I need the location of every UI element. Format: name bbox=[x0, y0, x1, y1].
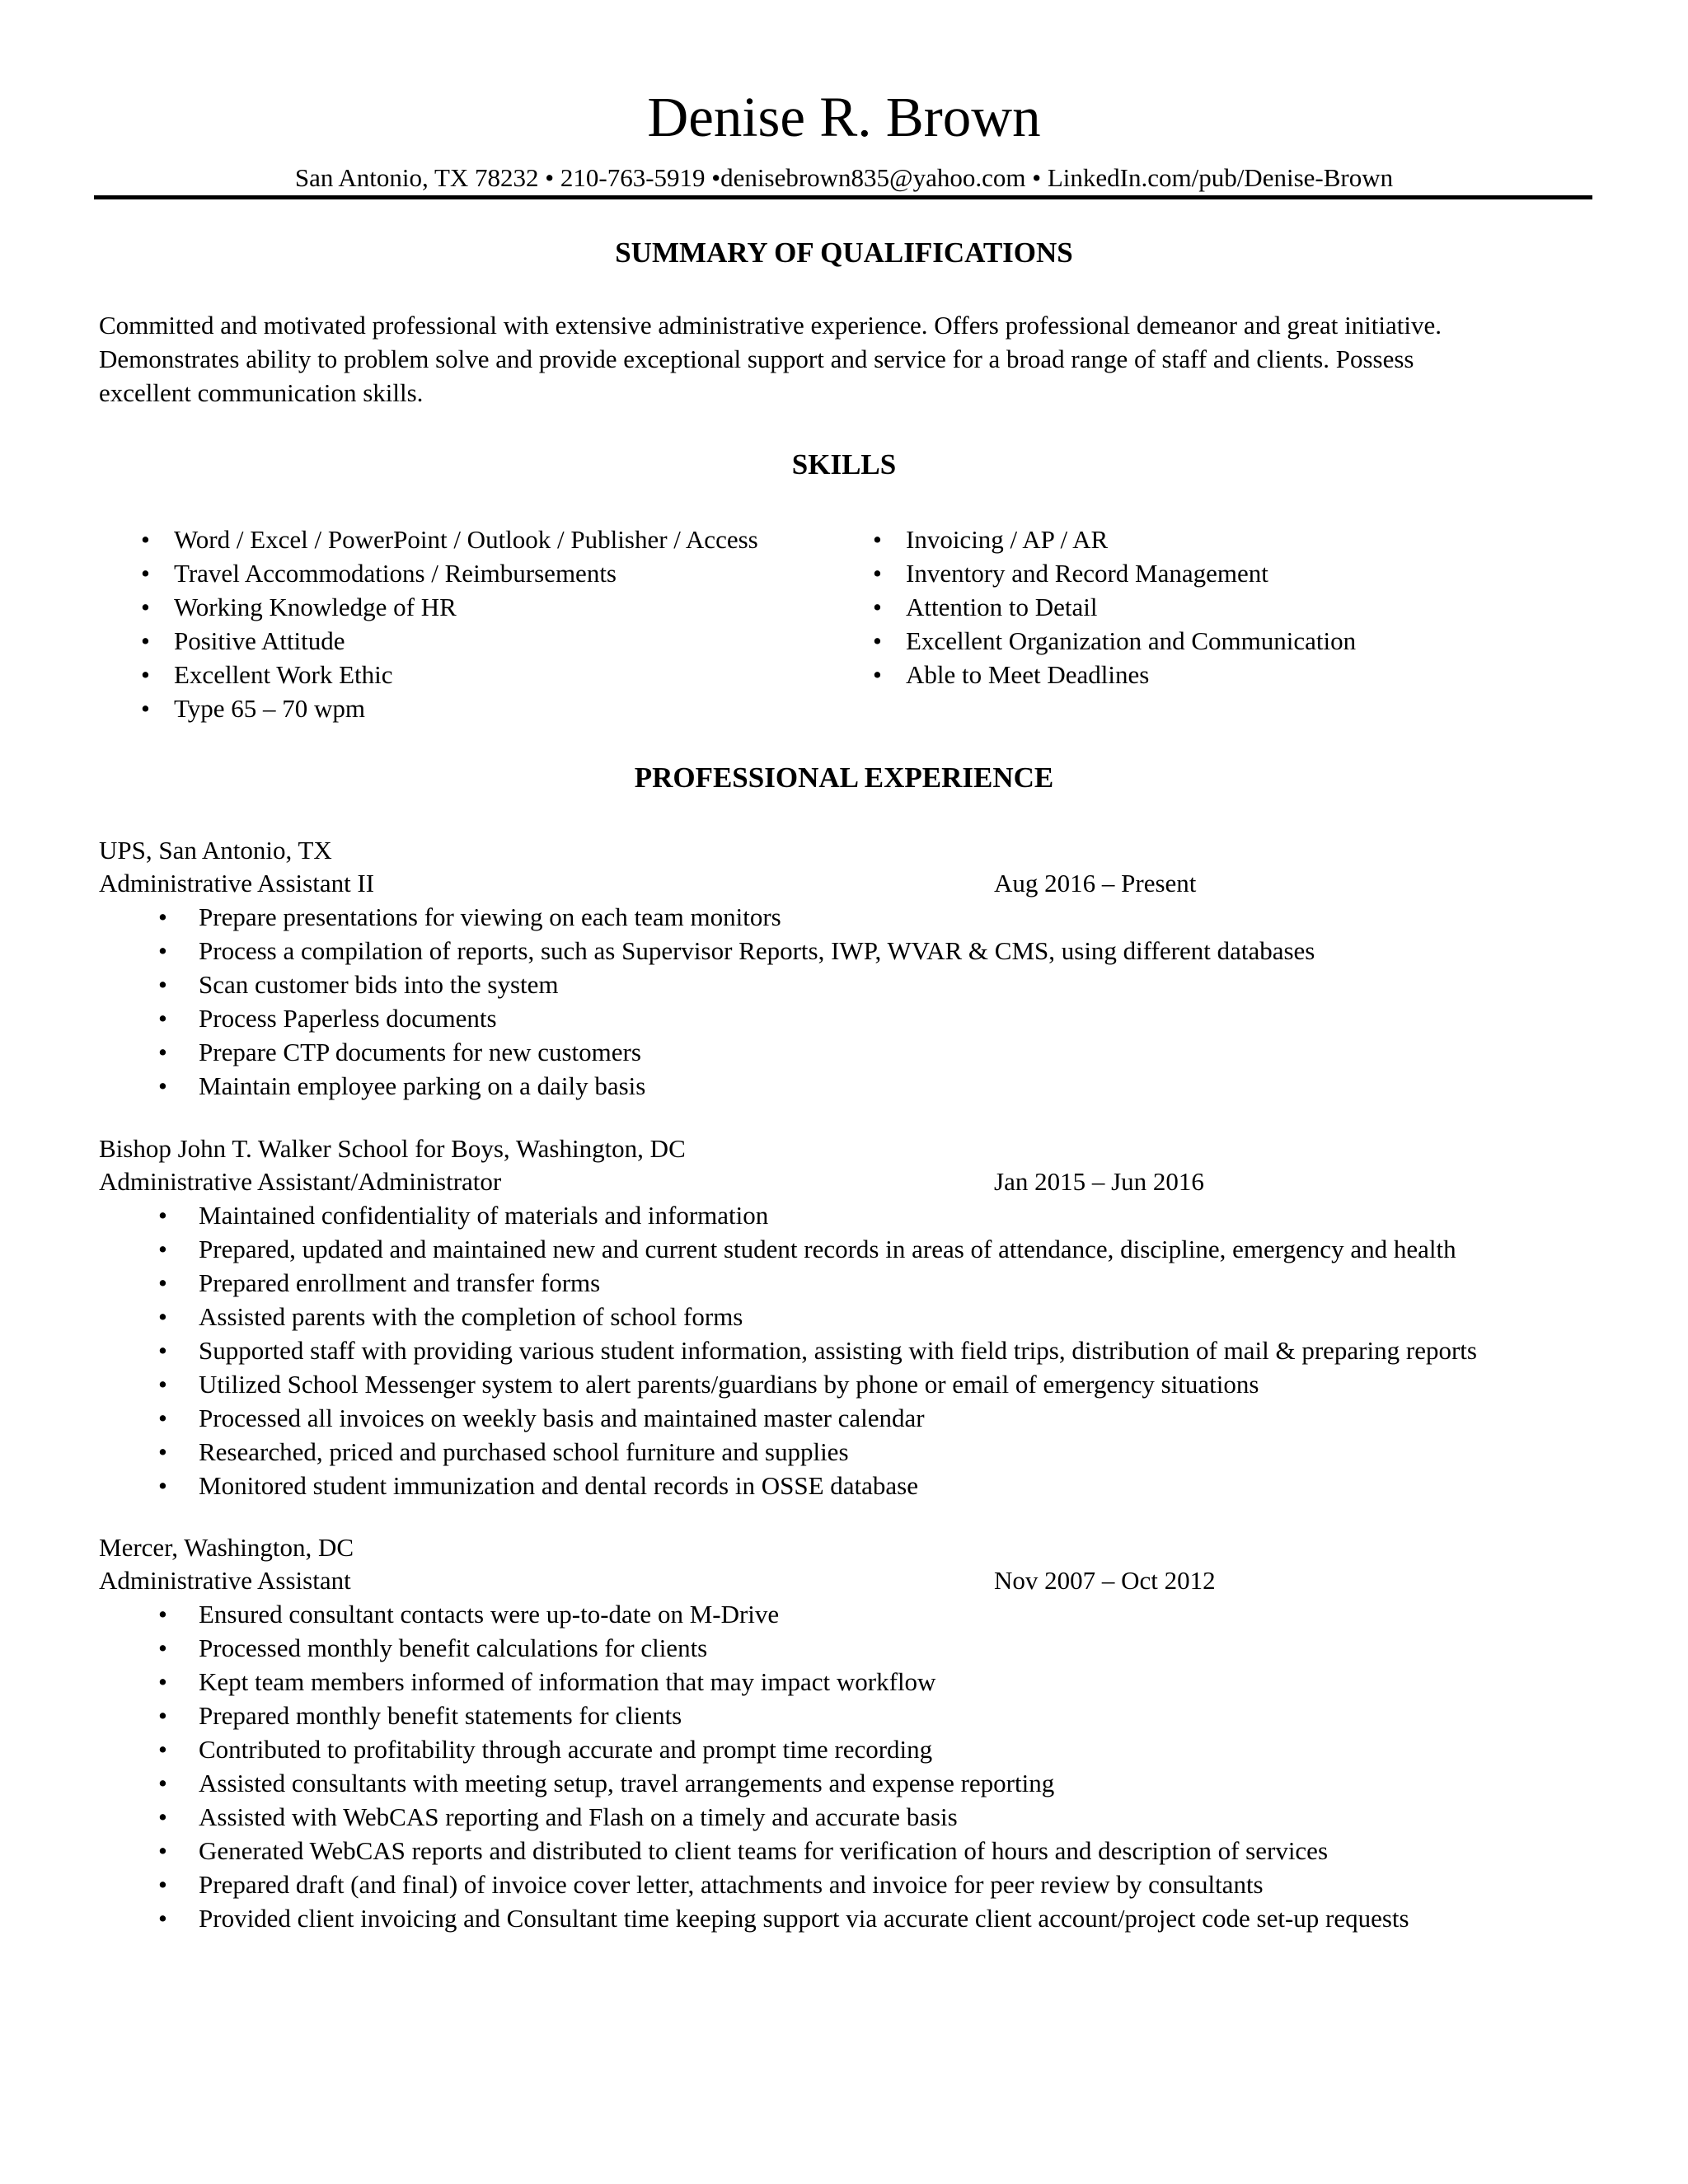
job-title: Administrative Assistant II bbox=[99, 869, 375, 898]
duty-text: Researched, priced and purchased school furniture and supplies bbox=[199, 1437, 849, 1466]
bullet-icon: • bbox=[158, 1235, 167, 1263]
skill-item bbox=[99, 691, 758, 725]
duty-text: Utilized School Messenger system to alert parents/guardians by phone or email of emergency situations bbox=[199, 1370, 1259, 1399]
skill-text: Type 65 – 70 wpm bbox=[174, 694, 366, 723]
duty-text: Processed monthly benefit calculations for clients bbox=[199, 1633, 708, 1662]
skill-text: Travel Accommodations / Reimbursements bbox=[174, 559, 617, 588]
job-title: Administrative Assistant/Administrator bbox=[99, 1167, 502, 1196]
skill-item bbox=[831, 624, 1356, 658]
bullet-icon: • bbox=[158, 1471, 167, 1500]
duty-item bbox=[99, 1597, 1582, 1631]
duty-item bbox=[99, 1732, 1582, 1766]
bullet-icon: • bbox=[141, 525, 150, 554]
skill-item bbox=[99, 523, 758, 556]
skill-text: Word / Excel / PowerPoint / Outlook / Publisher / Access bbox=[174, 525, 758, 554]
skill-item bbox=[99, 658, 758, 691]
skill-text: Inventory and Record Management bbox=[906, 559, 1268, 588]
skill-text: Attention to Detail bbox=[906, 593, 1098, 621]
duty-text: Contributed to profitability through accurate and prompt time recording bbox=[199, 1735, 933, 1764]
job-duties bbox=[99, 1198, 1582, 1502]
duty-item bbox=[99, 934, 1582, 968]
duty-text: Assisted consultants with meeting setup, travel arrangements and expense reporting bbox=[199, 1769, 1055, 1797]
skills-heading: SKILLS bbox=[791, 448, 897, 480]
duty-text: Assisted parents with the completion of school forms bbox=[199, 1302, 743, 1331]
duty-item bbox=[99, 1800, 1582, 1834]
summary-line: Demonstrates ability to problem solve and provide exceptional support and service for a broad range of staff and clients. Possess bbox=[99, 344, 1414, 373]
job-employer: Mercer, Washington, DC bbox=[99, 1533, 354, 1562]
skills-list-left bbox=[99, 523, 758, 725]
duty-text: Prepare presentations for viewing on each team monitors bbox=[199, 902, 781, 931]
skill-text: Working Knowledge of HR bbox=[174, 593, 457, 621]
duty-text: Prepare CTP documents for new customers bbox=[199, 1038, 641, 1066]
duty-text: Scan customer bids into the system bbox=[199, 970, 559, 999]
job-duties bbox=[99, 1597, 1582, 1935]
job-title-row bbox=[99, 1165, 1582, 1198]
skills-list-right bbox=[831, 523, 1356, 691]
skill-item bbox=[831, 590, 1356, 624]
duty-item bbox=[99, 1435, 1582, 1469]
duty-item bbox=[99, 1001, 1582, 1035]
skill-item bbox=[99, 590, 758, 624]
bullet-icon: • bbox=[158, 1201, 167, 1230]
bullet-icon: • bbox=[158, 1404, 167, 1432]
bullet-icon: • bbox=[873, 525, 882, 554]
bullet-icon: • bbox=[141, 593, 150, 621]
bullet-icon: • bbox=[158, 1904, 167, 1933]
duty-item bbox=[99, 1469, 1582, 1502]
bullet-icon: • bbox=[873, 593, 882, 621]
skill-text: Invoicing / AP / AR bbox=[906, 525, 1109, 554]
bullet-icon: • bbox=[873, 559, 882, 588]
duty-item bbox=[99, 1631, 1582, 1665]
summary-paragraph bbox=[99, 308, 1582, 410]
duty-item bbox=[99, 1834, 1582, 1868]
job-entry bbox=[99, 1132, 1582, 1502]
summary-line: excellent communication skills. bbox=[99, 378, 424, 407]
duty-item bbox=[99, 1035, 1582, 1069]
job-employer: Bishop John T. Walker School for Boys, Washington, DC bbox=[99, 1134, 686, 1163]
skill-item bbox=[831, 658, 1356, 691]
bullet-icon: • bbox=[873, 660, 882, 689]
bullet-icon: • bbox=[141, 660, 150, 689]
bullet-icon: • bbox=[158, 1302, 167, 1331]
skill-text: Excellent Work Ethic bbox=[174, 660, 393, 689]
duty-text: Maintained confidentiality of materials and information bbox=[199, 1201, 769, 1230]
duty-item bbox=[99, 1868, 1582, 1901]
duty-text: Prepared, updated and maintained new and current student records in areas of attendance, discipline, emergency and health bbox=[199, 1235, 1456, 1263]
bullet-icon: • bbox=[158, 936, 167, 965]
skill-text: Able to Meet Deadlines bbox=[906, 660, 1150, 689]
bullet-icon: • bbox=[158, 1769, 167, 1797]
bullet-icon: • bbox=[873, 626, 882, 655]
skill-item bbox=[99, 624, 758, 658]
duty-text: Provided client invoicing and Consultant time keeping support via accurate client account/project code set-up requests bbox=[199, 1904, 1409, 1933]
header-divider bbox=[94, 195, 1592, 199]
summary-heading: SUMMARY OF QUALIFICATIONS bbox=[615, 237, 1073, 269]
duty-item bbox=[99, 1401, 1582, 1435]
duty-text: Processed all invoices on weekly basis and maintained master calendar bbox=[199, 1404, 925, 1432]
skill-text: Excellent Organization and Communication bbox=[906, 626, 1357, 655]
bullet-icon: • bbox=[158, 1004, 167, 1033]
candidate-name: Denise R. Brown bbox=[647, 86, 1041, 148]
duty-text: Prepared monthly benefit statements for clients bbox=[199, 1701, 682, 1730]
duty-item bbox=[99, 1333, 1582, 1367]
bullet-icon: • bbox=[141, 694, 150, 723]
bullet-icon: • bbox=[158, 1802, 167, 1831]
duty-text: Process Paperless documents bbox=[199, 1004, 497, 1033]
job-entry bbox=[99, 1531, 1582, 1935]
bullet-icon: • bbox=[141, 626, 150, 655]
bullet-icon: • bbox=[158, 1336, 167, 1365]
job-entry bbox=[99, 834, 1582, 1103]
duty-item bbox=[99, 1766, 1582, 1800]
job-title-row bbox=[99, 867, 1582, 900]
bullet-icon: • bbox=[141, 559, 150, 588]
skill-item bbox=[99, 556, 758, 590]
bullet-icon: • bbox=[158, 1735, 167, 1764]
skill-text: Positive Attitude bbox=[174, 626, 345, 655]
skill-item bbox=[831, 523, 1356, 556]
bullet-icon: • bbox=[158, 970, 167, 999]
job-title-row bbox=[99, 1564, 1582, 1597]
duty-text: Supported staff with providing various student information, assisting with field trips, distribution of mail & preparing reports bbox=[199, 1336, 1477, 1365]
duty-item bbox=[99, 1699, 1582, 1732]
duty-text: Monitored student immunization and dental records in OSSE database bbox=[199, 1471, 918, 1500]
duty-item bbox=[99, 1367, 1582, 1401]
bullet-icon: • bbox=[158, 1268, 167, 1297]
bullet-icon: • bbox=[158, 1870, 167, 1899]
job-dates: Jan 2015 – Jun 2016 bbox=[994, 1167, 1204, 1196]
bullet-icon: • bbox=[158, 1370, 167, 1399]
duty-text: Maintain employee parking on a daily basis bbox=[199, 1071, 646, 1100]
duty-text: Generated WebCAS reports and distributed to client teams for verification of hours and description of services bbox=[199, 1836, 1329, 1865]
bullet-icon: • bbox=[158, 1633, 167, 1662]
duty-item bbox=[99, 1198, 1582, 1232]
duty-text: Prepared draft (and final) of invoice cover letter, attachments and invoice for peer review by consultants bbox=[199, 1870, 1264, 1899]
summary-line: Committed and motivated professional with extensive administrative experience. Offers professional demeanor and great initiative. bbox=[99, 311, 1442, 340]
experience-heading: PROFESSIONAL EXPERIENCE bbox=[634, 762, 1054, 794]
bullet-icon: • bbox=[158, 902, 167, 931]
duty-item bbox=[99, 900, 1582, 934]
bullet-icon: • bbox=[158, 1437, 167, 1466]
duty-item bbox=[99, 968, 1582, 1001]
bullet-icon: • bbox=[158, 1701, 167, 1730]
bullet-icon: • bbox=[158, 1071, 167, 1100]
bullet-icon: • bbox=[158, 1600, 167, 1629]
contact-line: San Antonio, TX 78232 • 210-763-5919 •denisebrown835@yahoo.com • LinkedIn.com/pub/Denise-Brown bbox=[294, 163, 1394, 192]
duty-item bbox=[99, 1266, 1582, 1300]
duty-item bbox=[99, 1901, 1582, 1935]
bullet-icon: • bbox=[158, 1667, 167, 1696]
job-employer: UPS, San Antonio, TX bbox=[99, 836, 332, 865]
job-title: Administrative Assistant bbox=[99, 1566, 351, 1595]
duty-item bbox=[99, 1665, 1582, 1699]
duty-item bbox=[99, 1232, 1582, 1266]
job-dates: Aug 2016 – Present bbox=[994, 869, 1197, 898]
duty-text: Process a compilation of reports, such as Supervisor Reports, IWP, WVAR & CMS, using different databases bbox=[199, 936, 1315, 965]
duty-item bbox=[99, 1300, 1582, 1333]
duty-item bbox=[99, 1069, 1582, 1103]
job-dates: Nov 2007 – Oct 2012 bbox=[994, 1566, 1216, 1595]
job-duties bbox=[99, 900, 1582, 1103]
duty-text: Kept team members informed of information that may impact workflow bbox=[199, 1667, 936, 1696]
duty-text: Prepared enrollment and transfer forms bbox=[199, 1268, 601, 1297]
duty-text: Assisted with WebCAS reporting and Flash on a timely and accurate basis bbox=[199, 1802, 958, 1831]
bullet-icon: • bbox=[158, 1038, 167, 1066]
bullet-icon: • bbox=[158, 1836, 167, 1865]
skill-item bbox=[831, 556, 1356, 590]
duty-text: Ensured consultant contacts were up-to-date on M-Drive bbox=[199, 1600, 780, 1629]
